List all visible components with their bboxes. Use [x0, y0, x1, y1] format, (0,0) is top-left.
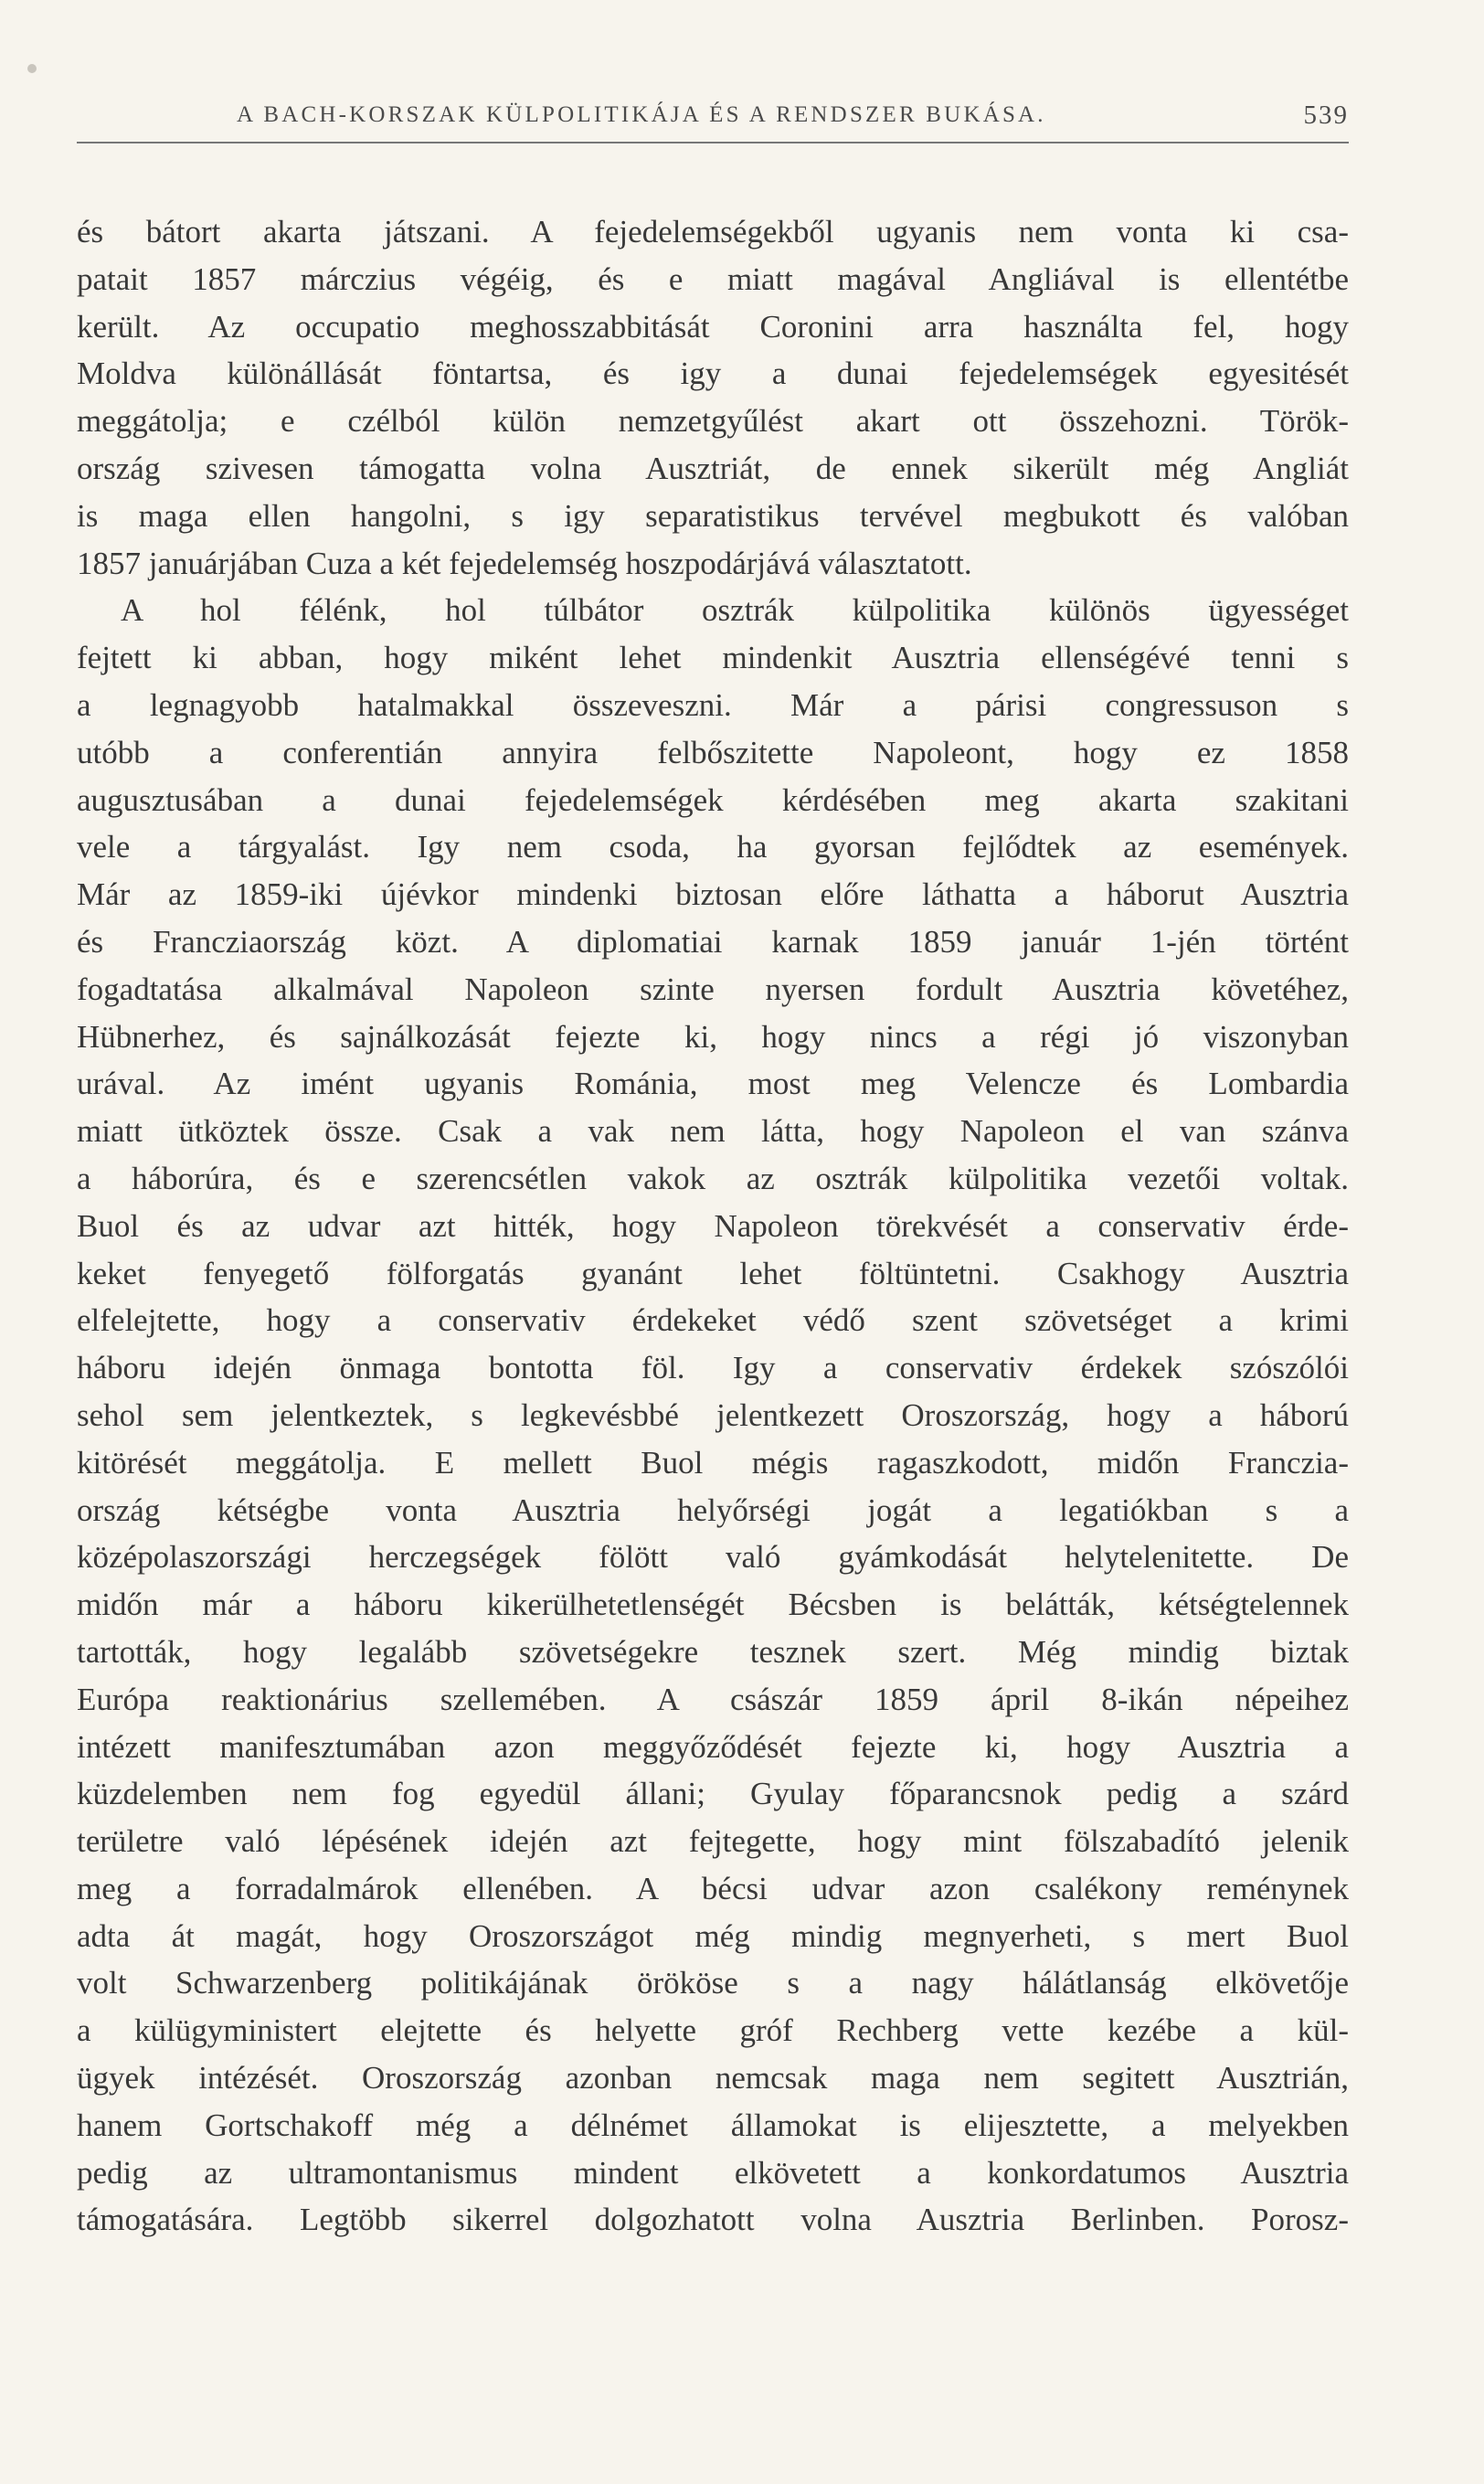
text-line: augusztusában a dunai fejedelemségek kérdésében meg akarta szakitani: [77, 781, 1349, 818]
text-line: Európa reaktionárius szellemében. A császár 1859 ápril 8-ikán népeihez: [77, 1681, 1349, 1717]
text-line: hanem Gortschakoff még a délnémet államokat is elijesztette, a melyekben: [77, 2107, 1349, 2143]
text-line: Már az 1859-iki újévkor mindenki biztosan előre láthatta a háborut Ausztria: [77, 876, 1349, 913]
text-line: pedig az ultramontanismus mindent elkövetett a konkordatumos Ausztria: [77, 2154, 1349, 2191]
body-text: [77, 208, 1349, 2244]
text-line: keket fenyegető fölforgatás gyanánt lehet föltüntetni. Csakhogy Ausztria: [77, 1255, 1349, 1291]
running-head: [77, 102, 1349, 139]
paragraph-start-line: A hol félénk, hol túlbátor osztrák külpolitika különös ügyességet: [121, 592, 1349, 629]
text-line: adta át magát, hogy Oroszországot még mindig megnyerheti, s mert Buol: [77, 1917, 1349, 1954]
text-line: sehol sem jelentkeztek, s legkevésbbé jelentkezett Oroszország, hogy a háború: [77, 1396, 1349, 1433]
text-line: elfelejtette, hogy a conservativ érdekeket védő szent szövetséget a krimi: [77, 1302, 1349, 1339]
text-line: utóbb a conferentián annyira felbőszitette Napoleont, hogy ez 1858: [77, 734, 1349, 770]
text-line: középolaszországi herczegségek fölött való gyámkodását helytelenitette. De: [77, 1539, 1349, 1576]
running-title: A BACH-KORSZAK KÜLPOLITIKÁJA ÉS A RENDSZER BUKÁSA.: [237, 102, 1046, 127]
text-line: is maga ellen hangolni, s igy separatistikus tervével megbukott és valóban: [77, 497, 1349, 534]
text-line: urával. Az imént ugyanis Románia, most meg Velencze és Lombardia: [77, 1066, 1349, 1102]
text-line: ország szivesen támogatta volna Ausztriát, de ennek sikerült még Angliát: [77, 450, 1349, 486]
text-line: Moldva különállását föntartsa, és igy a dunai fejedelemségek egyesitését: [77, 356, 1349, 392]
header-rule: [77, 142, 1349, 143]
text-line: küzdelemben nem fog egyedül állani; Gyulay főparancsnok pedig a szárd: [77, 1776, 1349, 1812]
text-line: kitörését meggátolja. E mellett Buol mégis ragaszkodott, midőn Franczia-: [77, 1444, 1349, 1481]
text-line: meggátolja; e czélból külön nemzetgyűlést akart ott összehozni. Török-: [77, 403, 1349, 440]
text-line: midőn már a háboru kikerülhetetlenségét Bécsben is belátták, kétségtelennek: [77, 1587, 1349, 1623]
text-line: fogadtatása alkalmával Napoleon szinte nyersen fordult Ausztria követéhez,: [77, 971, 1349, 1007]
text-line: 1857 januárjában Cuza a két fejedelemség hoszpodárjává választatott.: [77, 545, 972, 581]
text-line: Buol és az udvar azt hitték, hogy Napoleon törekvését a conservativ érde-: [77, 1207, 1349, 1244]
page-number: 539: [1303, 101, 1349, 130]
text-line: volt Schwarzenberg politikájának örököse s a nagy hálátlanság elkövetője: [77, 1965, 1349, 2001]
text-line: vele a tárgyalást. Igy nem csoda, ha gyorsan fejlődtek az események.: [77, 829, 1349, 865]
text-line: patait 1857 márczius végéig, és e miatt magával Angliával is ellentétbe: [77, 260, 1349, 297]
text-line: meg a forradalmárok ellenében. A bécsi udvar azon csalékony reménynek: [77, 1870, 1349, 1906]
text-line: a háborúra, és e szerencsétlen vakok az osztrák külpolitika vezetői voltak.: [77, 1160, 1349, 1196]
text-line: a külügyministert elejtette és helyette gróf Rechberg vette kezébe a kül-: [77, 2012, 1349, 2049]
text-line: ügyek intézését. Oroszország azonban nemcsak maga nem segitett Ausztrián,: [77, 2060, 1349, 2097]
text-line: és bátort akarta játszani. A fejedelemségekből ugyanis nem vonta ki csa-: [77, 214, 1349, 249]
text-line: a legnagyobb hatalmakkal összeveszni. Már a párisi congressuson s: [77, 686, 1349, 723]
text-line: támogatására. Legtöbb sikerrel dolgozhatott volna Ausztria Berlinben. Porosz-: [77, 2202, 1349, 2238]
text-line: területre való lépésének idején azt fejtegette, hogy mint fölszabadító jelenik: [77, 1823, 1349, 1860]
text-line: intézett manifesztumában azon meggyőződését fejezte ki, hogy Ausztria a: [77, 1728, 1349, 1765]
text-line: háboru idején önmaga bontotta föl. Igy a conservativ érdekek szószólói: [77, 1350, 1349, 1386]
text-line: került. Az occupatio meghosszabbitását Coronini arra használta fel, hogy: [77, 308, 1349, 345]
text-line: ország kétségbe vonta Ausztria helyőrségi jogát a legatiókban s a: [77, 1491, 1349, 1528]
scan-speck: [27, 64, 37, 73]
text-line: fejtett ki abban, hogy miként lehet mindenkit Ausztria ellenségévé tenni s: [77, 640, 1349, 676]
text-line: tartották, hogy legalább szövetségekre tesznek szert. Még mindig biztak: [77, 1633, 1349, 1670]
text-line: miatt ütköztek össze. Csak a vak nem látta, hogy Napoleon el van szánva: [77, 1113, 1349, 1150]
text-line: Hübnerhez, és sajnálkozását fejezte ki, hogy nincs a régi jó viszonyban: [77, 1018, 1349, 1055]
text-line: és Francziaország közt. A diplomatiai karnak 1859 január 1-jén történt: [77, 923, 1349, 960]
